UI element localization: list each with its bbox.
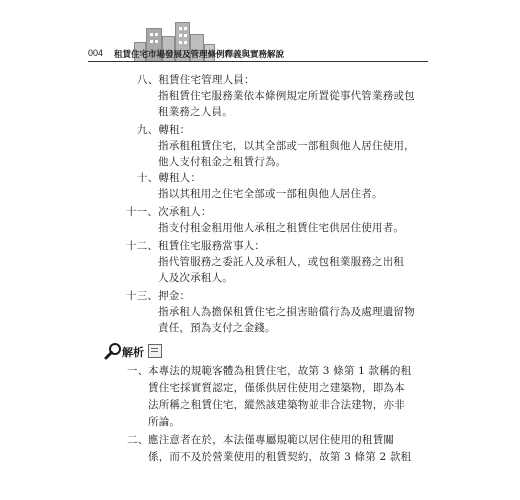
analysis-text: 本專法的規範客體為租賃住宅，故第 3 條第 1 款稱的租	[148, 365, 412, 377]
definition-text: 指租賃住宅服務業依本條例規定所置從事代管業務或包	[158, 90, 415, 102]
definition-term: 十、轉租人：	[137, 172, 202, 184]
definition-term: 十一、次承租人：	[126, 206, 212, 218]
definition-text: 指支付租金租用他人承租之租賃住宅供居住使用者。	[158, 222, 405, 234]
analysis-item-number: 一、	[127, 365, 149, 377]
note-icon	[148, 344, 162, 358]
definition-text: 指代管服務之委託人及承租人，或包租業服務之出租	[158, 256, 405, 268]
analysis-text: 法所稱之租賃住宅，縱然該建築物並非合法建物，亦非	[148, 399, 405, 411]
magnifier-icon	[104, 342, 122, 360]
analysis-badge	[100, 341, 190, 361]
definition-text: 指承租租賃住宅，以其全部或一部租與他人居住使用，	[158, 140, 415, 152]
definition-term: 十三、押金：	[126, 290, 191, 302]
header-rule	[88, 61, 428, 62]
analysis-text: 所論。	[148, 416, 181, 428]
analysis-label: 解析	[122, 347, 144, 359]
analysis-text: 應注意者在於，本法僅專屬規範以居住使用的租賃關	[148, 434, 395, 446]
definition-term: 十二、租賃住宅服務當事人：	[126, 240, 266, 252]
page-number: 004	[88, 48, 104, 58]
analysis-text: 係，而不及於營業使用的租賃契約，故第 3 條第 2 款租	[148, 451, 412, 463]
definition-text: 指承租人為擔保租賃住宅之損害賠償行為及處理遺留物	[158, 306, 415, 318]
analysis-item-number: 二、	[127, 434, 149, 446]
definition-text: 租業務之人員。	[158, 106, 233, 118]
analysis-text: 賃住宅採實質認定，僅係供居住使用之建築物，即為本	[148, 382, 405, 394]
definition-text: 指以其租用之住宅全部或一部租與他人居住者。	[158, 188, 383, 200]
definition-text: 人及次承租人。	[158, 272, 233, 284]
running-title: 租賃住宅市場發展及管理條例釋義與實務解說	[114, 50, 285, 60]
definition-term: 八、租賃住宅管理人員：	[137, 74, 255, 86]
definition-text: 責任，預為支付之金錢。	[158, 322, 276, 334]
page-header	[88, 14, 428, 64]
definition-term: 九、轉租：	[137, 124, 191, 136]
definition-text: 他人支付租金之租賃行為。	[158, 156, 287, 168]
